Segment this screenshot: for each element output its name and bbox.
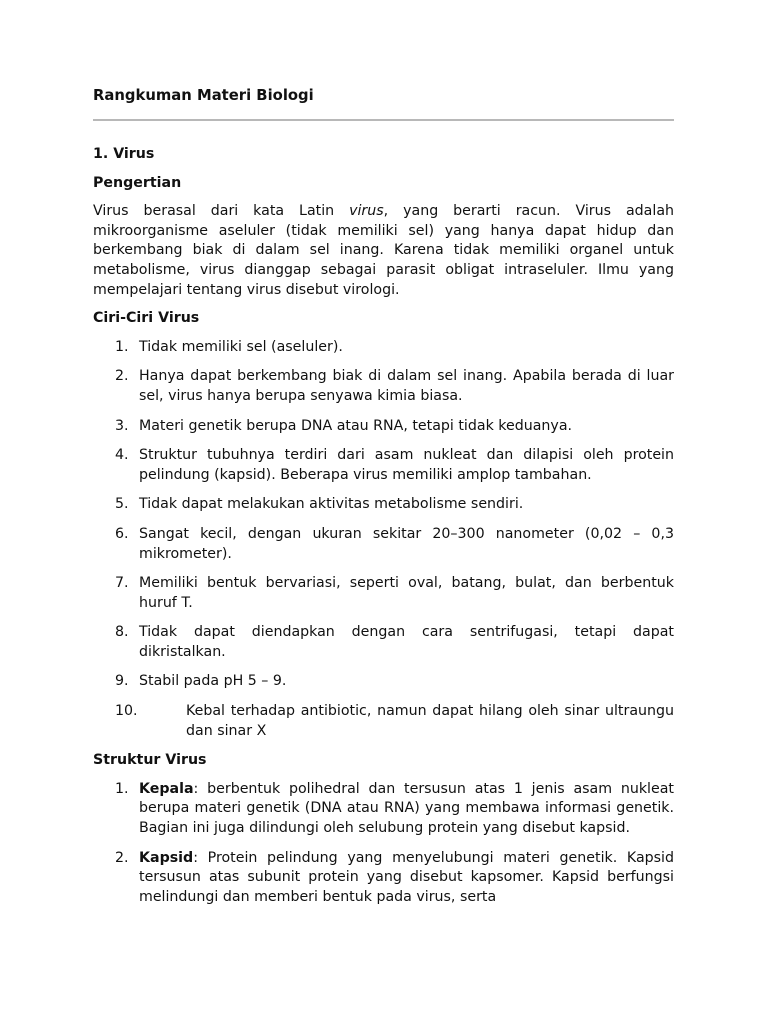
- title-divider: [93, 119, 674, 121]
- list-item-number: 7.: [115, 575, 129, 592]
- list-item-text: Kebal terhadap antibiotic, namun dapat hilang oleh sinar ultraungu dan sinar X: [186, 703, 674, 739]
- list-item-text: Hanya dapat berkembang biak di dalam sel inang. Apabila berada di luar sel, virus hanya berupa senyawa kimia biasa.: [139, 368, 674, 404]
- list-item: [93, 623, 674, 662]
- pengertian-text-rest: , yang berarti racun. Virus adalah mikroorganisme aseluler (tidak memiliki sel) yang hanya dapat hidup dan berkembang biak di dalam sel inang. Karena tidak memiliki organel untuk metabolisme, virus dianggap sebagai parasit obligat intraseluler. Ilmu yang mempelajari tentang virus disebut virologi.: [93, 203, 674, 298]
- list-item-number: 1.: [115, 780, 129, 797]
- list-item: [93, 780, 674, 839]
- list-item-text: Tidak dapat diendapkan dengan cara sentrifugasi, tetapi dapat dikristalkan.: [139, 624, 674, 660]
- list-item-term: Kapsid: [139, 849, 194, 866]
- pengertian-italic-term: virus: [349, 203, 384, 220]
- paragraph-pengertian: [93, 202, 674, 300]
- document-content: [93, 86, 674, 917]
- pengertian-text-start: Virus berasal dari kata Latin: [93, 203, 350, 220]
- subheading-pengertian: Pengertian: [93, 174, 182, 191]
- list-item-text: Memiliki bentuk bervariasi, seperti oval, batang, bulat, dan berbentuk huruf T.: [139, 575, 674, 611]
- list-item-text: Materi genetik berupa DNA atau RNA, tetapi tidak keduanya.: [139, 417, 573, 434]
- list-item: [93, 417, 674, 437]
- struktur-list: [93, 780, 674, 908]
- section-heading-virus: 1. Virus: [93, 146, 155, 162]
- list-item: [93, 338, 674, 358]
- list-item: [93, 574, 674, 613]
- list-item-number: 2.: [115, 368, 129, 385]
- ciri-ciri-list: [93, 338, 674, 742]
- subheading-ciri-ciri: Ciri-Ciri Virus: [93, 310, 200, 327]
- document-title: Rangkuman Materi Biologi: [93, 87, 314, 104]
- list-item-text: Tidak memiliki sel (aseluler).: [139, 338, 343, 355]
- list-item-number: 2.: [115, 849, 129, 866]
- list-item-number: 8.: [115, 624, 129, 641]
- list-item-text: : berbentuk polihedral dan tersusun atas 1 jenis asam nukleat berupa materi genetik (DNA atau RNA) yang membawa informasi genetik. Bagian ini juga dilindungi oleh selubung protein yang disebut kapsid.: [139, 780, 674, 837]
- subheading-struktur: Struktur Virus: [93, 752, 207, 769]
- list-item-text: Stabil pada pH 5 – 9.: [139, 673, 287, 690]
- list-item-number: 3.: [115, 417, 129, 434]
- list-item-number: 9.: [115, 673, 129, 690]
- list-item: [93, 672, 674, 692]
- list-item-number: 1.: [115, 338, 129, 355]
- list-item-number: 10.: [115, 703, 138, 720]
- list-item-number: 6.: [115, 525, 129, 542]
- list-item: [93, 849, 674, 908]
- list-item-number: 5.: [115, 496, 129, 513]
- list-item-text: Sangat kecil, dengan ukuran sekitar 20–300 nanometer (0,02 – 0,3 mikrometer).: [139, 525, 674, 562]
- list-item: [93, 525, 674, 564]
- list-item-text: : Protein pelindung yang menyelubungi materi genetik. Kapsid tersusun atas subunit protein yang disebut kapsomer. Kapsid berfungsi melindungi dan memberi bentuk pada virus, serta: [139, 849, 674, 905]
- list-item: [93, 367, 674, 406]
- list-item-text: Tidak dapat melakukan aktivitas metabolisme sendiri.: [139, 496, 524, 513]
- list-item: [93, 495, 674, 515]
- list-item-term: Kepala: [139, 780, 194, 797]
- list-item-number: 4.: [115, 447, 129, 464]
- list-item: [93, 446, 674, 485]
- list-item: [93, 702, 674, 741]
- list-item-text: Struktur tubuhnya terdiri dari asam nukleat dan dilapisi oleh protein pelindung (kapsid). Beberapa virus memiliki amplop tambahan.: [139, 447, 674, 483]
